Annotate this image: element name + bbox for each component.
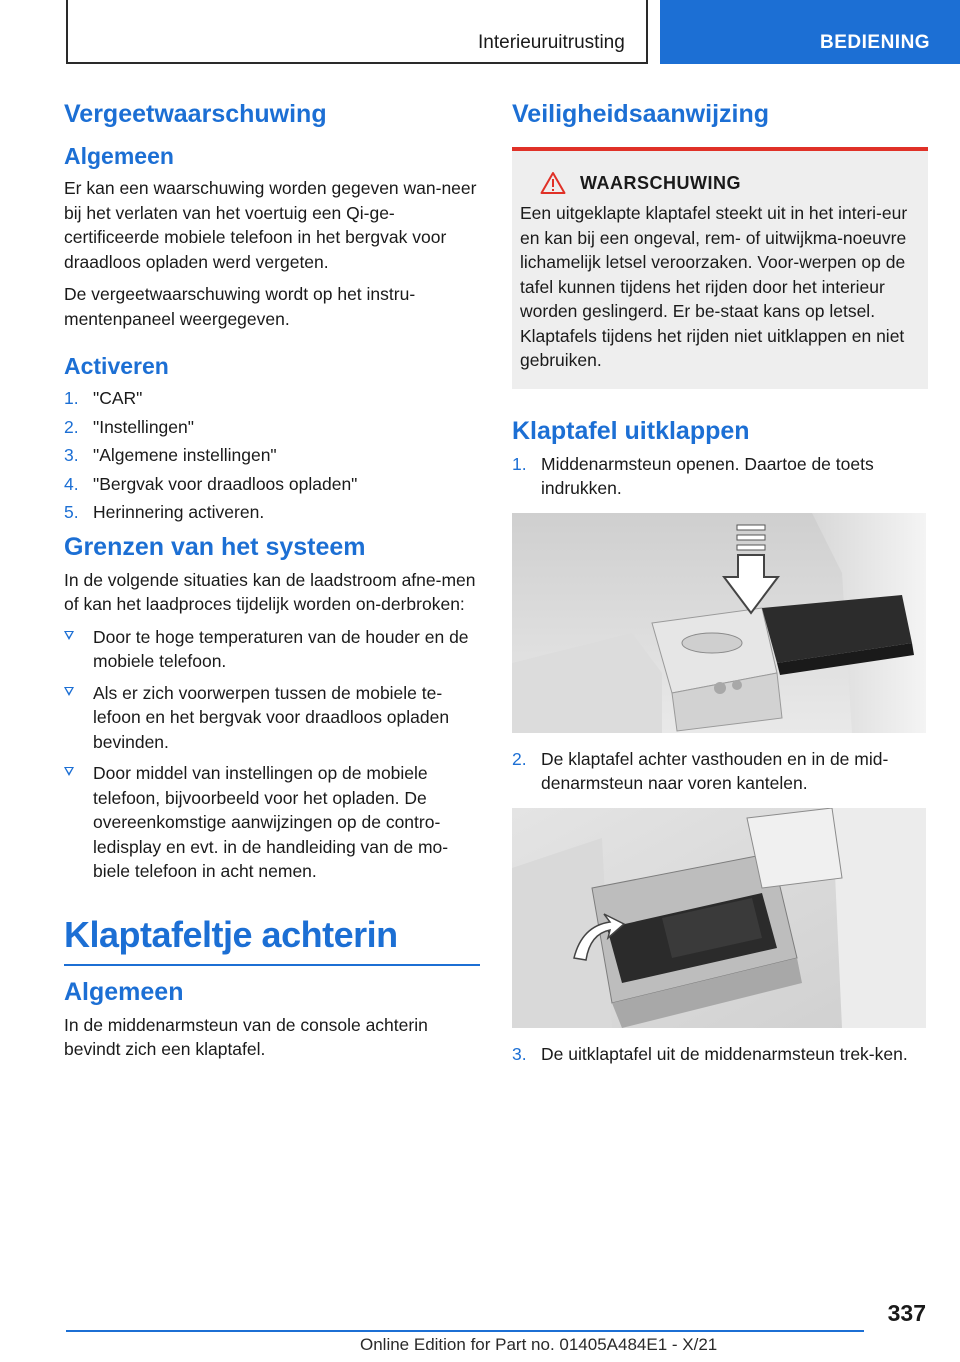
triangle-bullet-icon [64,767,74,776]
list-item: 3. "Algemene instellingen" [64,445,277,465]
right-column [512,100,928,1074]
heading-algemeen: Algemeen [64,143,174,169]
heading-algemeen-2: Algemeen [64,977,184,1006]
triangle-bullet-icon [64,631,74,640]
heading-klaptafeltje-achterin: Klaptafeltje achterin [64,914,480,966]
warning-text: Een uitgeklapte klaptafel steekt uit in het interi-eur en kan bij een ongeval, rem- of uitwijkma-noeuvre lichamelijk letsel veroorzaken. Voor-werpen op de tafel kunnen tijdens het rijden door het interieur worden geslingerd. Er be-staat kans op letsel. Klaptafels tijdens het rijden niet uitklappen en niet gebruiken. [520,203,908,370]
page-number: 337 [887,1300,926,1326]
warning-title: WAARSCHUWING [580,172,741,193]
list-item: 1. "CAR" [64,388,143,408]
paragraph-klaptafel: In de middenarmsteun van de console achterin bevindt zich een klaptafel. [64,1014,428,1059]
uitklappen-steps [512,452,928,501]
list-item: Als er zich voorwerpen tussen de mobiele te-lefoon en het bergvak voor draadloos opladen bevinden. [64,681,480,755]
armrest-open-illustration [512,513,926,733]
footer-edition: Online Edition for Part no. 01405A484E1 - X/21 [360,1335,718,1354]
warning-box [512,147,928,389]
list-item: 5. Herinnering activeren. [64,502,265,522]
list-item: 3. De uitklaptafel uit de middenarmsteun trek-ken. [512,1043,908,1064]
paragraph-intro: Er kan een waarschuwing worden gegeven wan-neer bij het verlaten van het voertuig een Qi-ge-certificeerde mobiele telefoon in het bergvak voor draadloos opladen werd vergeten. [64,178,477,272]
header-section-title: Interieuruitrusting [478,32,625,53]
list-item: 2. De klaptafel achter vasthouden en in de mid-denarmsteun naar voren kantelen. [512,748,889,793]
list-item: Door middel van instellingen op de mobiele telefoon, bijvoorbeeld voor het opladen. De overeenkomstige aanwijzingen op de contro-ledisplay en evt. in de handleiding van de mo-biele telefoon in acht nemen. [64,761,480,884]
grenzen-bullets [64,625,480,884]
uitklappen-steps-3 [512,1042,928,1067]
footer-divider [66,1330,864,1332]
paragraph-grenzen: In de volgende situaties kan de laadstroom afne-men of kan het laadproces tijdelijk worden on-derbroken: [64,569,476,614]
list-item: 1. Middenarmsteun openen. Daartoe de toets indrukken. [512,453,874,498]
uitklappen-steps-2 [512,747,928,796]
activeren-steps [64,386,480,525]
left-column [64,100,480,1070]
paragraph-display: De vergeetwaarschuwing wordt op het instru-mentenpaneel weergegeven. [64,284,416,329]
table-tilt-illustration [512,808,926,1028]
list-item: Door te hoge temperaturen van de houder en de mobiele telefoon. [64,625,480,674]
warning-triangle-icon [540,171,566,195]
heading-grenzen: Grenzen van het systeem [64,532,366,561]
list-item: 2. "Instellingen" [64,416,194,437]
triangle-bullet-icon [64,687,74,696]
heading-klaptafel-uitklappen: Klaptafel uitklappen [512,416,750,445]
list-item: 4. "Bergvak voor draadloos opladen" [64,473,358,494]
heading-veiligheidsaanwijzing: Veiligheidsaanwijzing [512,100,770,128]
heading-activeren: Activeren [64,353,169,379]
header-chapter-tab: BEDIENING [660,0,960,64]
heading-vergeetwaarschuwing: Vergeetwaarschuwing [64,100,327,128]
